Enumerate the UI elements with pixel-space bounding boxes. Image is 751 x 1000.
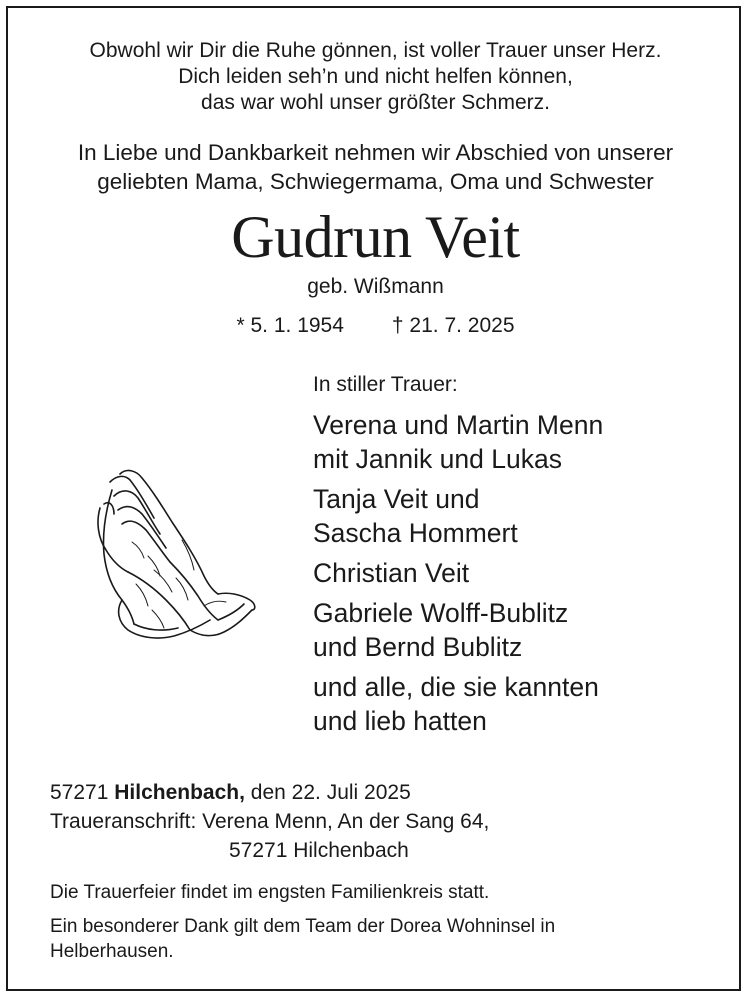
mourner-line: und Bernd Bublitz <box>313 632 523 662</box>
deceased-name: Gudrun Veit <box>231 204 520 270</box>
poem-line-2: Dich leiden seh’n und nicht helfen können, <box>178 65 573 88</box>
notice-date: den 22. Juli 2025 <box>250 781 411 804</box>
birth-name: geb. Wißmann <box>307 275 444 298</box>
mourner-group <box>313 556 603 590</box>
mourner-group <box>313 482 603 550</box>
intro-text <box>0 138 751 196</box>
poem-line-3: das war wohl unser größter Schmerz. <box>201 91 550 114</box>
poem <box>0 38 751 116</box>
address-line-2: 57271 Hilchenbach <box>229 839 409 862</box>
mourner-line: Verena und Martin Menn <box>313 410 604 440</box>
life-dates <box>0 311 751 341</box>
place-city: Hilchenbach, <box>114 781 245 804</box>
birth-date: * 5. 1. 1954 <box>236 314 344 337</box>
mourner-line: und lieb hatten <box>313 706 487 736</box>
mourner-line: Christian Veit <box>313 558 470 588</box>
address-label: Traueranschrift: <box>50 810 197 833</box>
mourners-label: In stiller Trauer: <box>313 373 458 396</box>
death-date: † 21. 7. 2025 <box>391 314 515 337</box>
thanks-note: Ein besonderer Dank gilt dem Team der Dorea Wohninsel in Helberhausen. <box>50 916 556 962</box>
mourner-group <box>313 670 603 738</box>
address-line-1: Verena Menn, An der Sang 64, <box>202 810 490 833</box>
place-postcode: 57271 <box>50 781 109 804</box>
poem-line-1: Obwohl wir Dir die Ruhe gönnen, ist voller Trauer unser Herz. <box>89 39 662 62</box>
mourning-address <box>50 807 489 836</box>
intro-line-1: In Liebe und Dankbarkeit nehmen wir Abschied von unserer <box>77 140 674 165</box>
mourners-list <box>313 408 603 744</box>
praying-hands-icon <box>92 460 258 642</box>
mourner-group <box>313 596 603 664</box>
mourner-line: mit Jannik und Lukas <box>313 444 562 474</box>
mourner-line: Sascha Hommert <box>313 518 518 548</box>
place-date <box>50 778 411 807</box>
mourner-line: und alle, die sie kannten <box>313 672 599 702</box>
mourner-line: Gabriele Wolff-Bublitz <box>313 598 569 628</box>
funeral-note: Die Trauerfeier findet im engsten Familienkreis statt. <box>50 882 490 903</box>
mourner-group <box>313 408 603 476</box>
intro-line-2: geliebten Mama, Schwiegermama, Oma und Schwester <box>97 169 654 194</box>
mourner-line: Tanja Veit und <box>313 484 480 514</box>
